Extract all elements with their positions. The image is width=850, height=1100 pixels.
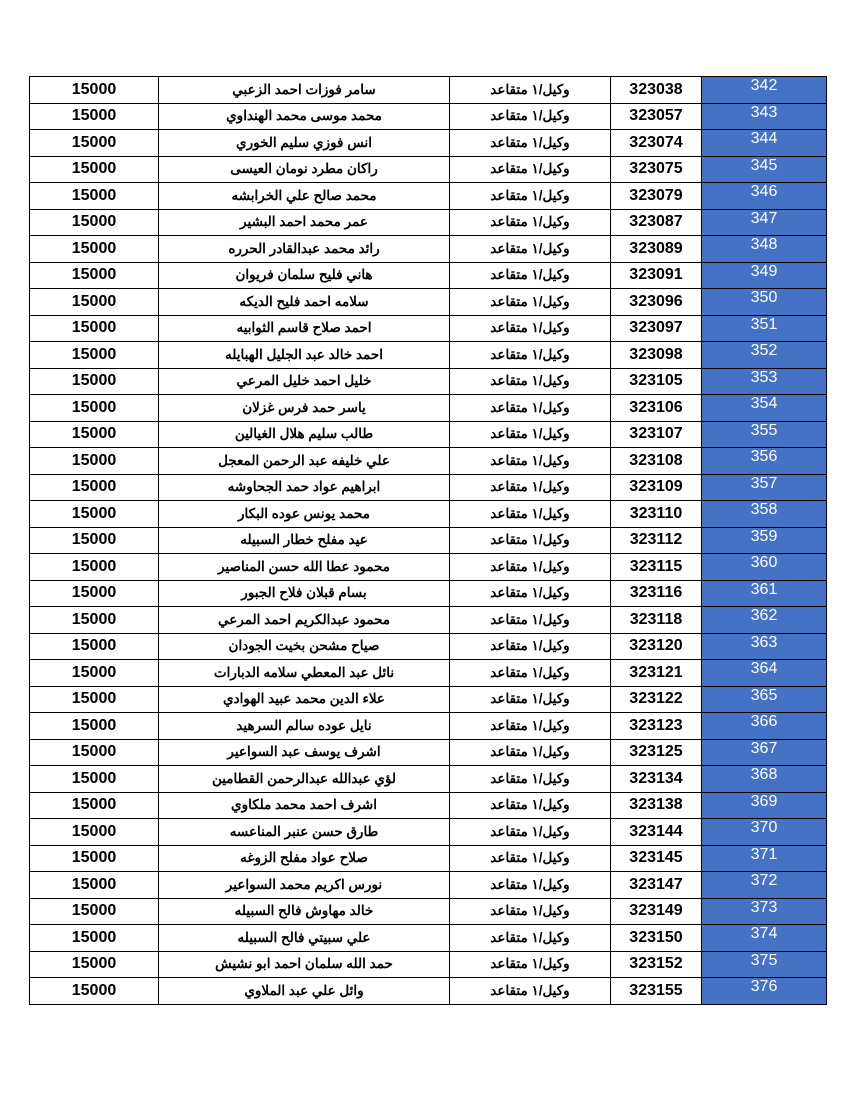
amount-cell: 15000 xyxy=(30,368,159,395)
name-cell: اشرف احمد محمد ملكاوي xyxy=(159,792,450,819)
military-id-cell: 323074 xyxy=(611,130,702,157)
serial-number-cell: 347 xyxy=(702,209,827,236)
serial-number-cell: 348 xyxy=(702,236,827,263)
military-id-cell: 323149 xyxy=(611,898,702,925)
name-cell: ابراهيم عواد حمد الجحاوشه xyxy=(159,474,450,501)
military-id-cell: 323108 xyxy=(611,448,702,475)
amount-cell: 15000 xyxy=(30,527,159,554)
rank-cell: وكيل/١ متقاعد xyxy=(450,607,611,634)
rank-cell: وكيل/١ متقاعد xyxy=(450,739,611,766)
military-id-cell: 323152 xyxy=(611,951,702,978)
serial-number-cell: 346 xyxy=(702,183,827,210)
rank-cell: وكيل/١ متقاعد xyxy=(450,262,611,289)
serial-number-cell: 364 xyxy=(702,660,827,687)
table-row xyxy=(30,103,827,130)
name-cell: صياح مشحن بخيت الجودان xyxy=(159,633,450,660)
table-row xyxy=(30,872,827,899)
rank-cell: وكيل/١ متقاعد xyxy=(450,130,611,157)
rank-cell: وكيل/١ متقاعد xyxy=(450,209,611,236)
rank-cell: وكيل/١ متقاعد xyxy=(450,501,611,528)
name-cell: عيد مفلح خطار السبيله xyxy=(159,527,450,554)
rank-cell: وكيل/١ متقاعد xyxy=(450,236,611,263)
military-id-cell: 323038 xyxy=(611,77,702,104)
amount-cell: 15000 xyxy=(30,792,159,819)
military-id-cell: 323079 xyxy=(611,183,702,210)
name-cell: طالب سليم هلال الغيالين xyxy=(159,421,450,448)
military-id-cell: 323075 xyxy=(611,156,702,183)
amount-cell: 15000 xyxy=(30,739,159,766)
table-row xyxy=(30,77,827,104)
table-row xyxy=(30,156,827,183)
amount-cell: 15000 xyxy=(30,156,159,183)
serial-number-cell: 351 xyxy=(702,315,827,342)
military-id-cell: 323098 xyxy=(611,342,702,369)
table-row xyxy=(30,315,827,342)
amount-cell: 15000 xyxy=(30,607,159,634)
military-id-cell: 323115 xyxy=(611,554,702,581)
rank-cell: وكيل/١ متقاعد xyxy=(450,395,611,422)
name-cell: محمد موسى محمد الهنداوي xyxy=(159,103,450,130)
rank-cell: وكيل/١ متقاعد xyxy=(450,342,611,369)
military-id-cell: 323112 xyxy=(611,527,702,554)
name-cell: صلاح عواد مفلح الزوغه xyxy=(159,845,450,872)
amount-cell: 15000 xyxy=(30,289,159,316)
amount-cell: 15000 xyxy=(30,766,159,793)
amount-cell: 15000 xyxy=(30,951,159,978)
retirees-table xyxy=(29,76,827,1005)
amount-cell: 15000 xyxy=(30,342,159,369)
table-row xyxy=(30,898,827,925)
serial-number-cell: 352 xyxy=(702,342,827,369)
rank-cell: وكيل/١ متقاعد xyxy=(450,77,611,104)
serial-number-cell: 368 xyxy=(702,766,827,793)
amount-cell: 15000 xyxy=(30,633,159,660)
name-cell: علي سبيتي فالح السبيله xyxy=(159,925,450,952)
serial-number-cell: 357 xyxy=(702,474,827,501)
serial-number-cell: 367 xyxy=(702,739,827,766)
amount-cell: 15000 xyxy=(30,925,159,952)
serial-number-cell: 365 xyxy=(702,686,827,713)
military-id-cell: 323144 xyxy=(611,819,702,846)
military-id-cell: 323125 xyxy=(611,739,702,766)
serial-number-cell: 362 xyxy=(702,607,827,634)
rank-cell: وكيل/١ متقاعد xyxy=(450,527,611,554)
military-id-cell: 323091 xyxy=(611,262,702,289)
amount-cell: 15000 xyxy=(30,713,159,740)
serial-number-cell: 372 xyxy=(702,872,827,899)
serial-number-cell: 345 xyxy=(702,156,827,183)
table-row xyxy=(30,978,827,1005)
serial-number-cell: 355 xyxy=(702,421,827,448)
name-cell: علي خليفه عبد الرحمن المعجل xyxy=(159,448,450,475)
military-id-cell: 323134 xyxy=(611,766,702,793)
rank-cell: وكيل/١ متقاعد xyxy=(450,633,611,660)
military-id-cell: 323106 xyxy=(611,395,702,422)
rank-cell: وكيل/١ متقاعد xyxy=(450,713,611,740)
serial-number-cell: 374 xyxy=(702,925,827,952)
amount-cell: 15000 xyxy=(30,819,159,846)
rank-cell: وكيل/١ متقاعد xyxy=(450,872,611,899)
amount-cell: 15000 xyxy=(30,686,159,713)
amount-cell: 15000 xyxy=(30,978,159,1005)
amount-cell: 15000 xyxy=(30,872,159,899)
military-id-cell: 323096 xyxy=(611,289,702,316)
military-id-cell: 323110 xyxy=(611,501,702,528)
serial-number-cell: 358 xyxy=(702,501,827,528)
military-id-cell: 323147 xyxy=(611,872,702,899)
name-cell: نائل عبد المعطي سلامه الدبارات xyxy=(159,660,450,687)
table-row xyxy=(30,660,827,687)
rank-cell: وكيل/١ متقاعد xyxy=(450,183,611,210)
table-row xyxy=(30,925,827,952)
table-row xyxy=(30,792,827,819)
military-id-cell: 323121 xyxy=(611,660,702,687)
table-row xyxy=(30,342,827,369)
amount-cell: 15000 xyxy=(30,501,159,528)
rank-cell: وكيل/١ متقاعد xyxy=(450,580,611,607)
table-row xyxy=(30,262,827,289)
name-cell: طارق حسن عنبر المناعسه xyxy=(159,819,450,846)
military-id-cell: 323116 xyxy=(611,580,702,607)
rank-cell: وكيل/١ متقاعد xyxy=(450,686,611,713)
military-id-cell: 323122 xyxy=(611,686,702,713)
amount-cell: 15000 xyxy=(30,845,159,872)
table-row xyxy=(30,580,827,607)
table-row xyxy=(30,289,827,316)
military-id-cell: 323155 xyxy=(611,978,702,1005)
rank-cell: وكيل/١ متقاعد xyxy=(450,448,611,475)
table-row xyxy=(30,686,827,713)
table-row xyxy=(30,739,827,766)
amount-cell: 15000 xyxy=(30,315,159,342)
table-row xyxy=(30,607,827,634)
table-row xyxy=(30,766,827,793)
name-cell: احمد صلاح قاسم الثوابيه xyxy=(159,315,450,342)
military-id-cell: 323120 xyxy=(611,633,702,660)
name-cell: راكان مطرد نومان العيسى xyxy=(159,156,450,183)
rank-cell: وكيل/١ متقاعد xyxy=(450,766,611,793)
rank-cell: وكيل/١ متقاعد xyxy=(450,819,611,846)
serial-number-cell: 353 xyxy=(702,368,827,395)
serial-number-cell: 376 xyxy=(702,978,827,1005)
name-cell: حمد الله سلمان احمد ابو نشيش xyxy=(159,951,450,978)
serial-number-cell: 354 xyxy=(702,395,827,422)
rank-cell: وكيل/١ متقاعد xyxy=(450,474,611,501)
table-row xyxy=(30,501,827,528)
rank-cell: وكيل/١ متقاعد xyxy=(450,315,611,342)
name-cell: لؤي عبدالله عبدالرحمن القطامين xyxy=(159,766,450,793)
name-cell: محمد يونس عوده البكار xyxy=(159,501,450,528)
name-cell: خالد مهاوش فالح السبيله xyxy=(159,898,450,925)
military-id-cell: 323150 xyxy=(611,925,702,952)
military-id-cell: 323057 xyxy=(611,103,702,130)
name-cell: علاء الدين محمد عبيد الهوادي xyxy=(159,686,450,713)
name-cell: محمود عبدالكريم احمد المرعي xyxy=(159,607,450,634)
amount-cell: 15000 xyxy=(30,262,159,289)
table-row xyxy=(30,554,827,581)
serial-number-cell: 344 xyxy=(702,130,827,157)
serial-number-cell: 370 xyxy=(702,819,827,846)
serial-number-cell: 360 xyxy=(702,554,827,581)
serial-number-cell: 356 xyxy=(702,448,827,475)
rank-cell: وكيل/١ متقاعد xyxy=(450,368,611,395)
table-row xyxy=(30,633,827,660)
name-cell: احمد خالد عبد الجليل الهبايله xyxy=(159,342,450,369)
amount-cell: 15000 xyxy=(30,474,159,501)
table-body xyxy=(30,77,827,1005)
table-row xyxy=(30,183,827,210)
name-cell: رائد محمد عبدالقادر الحرره xyxy=(159,236,450,263)
name-cell: سلامه احمد فليح الديكه xyxy=(159,289,450,316)
amount-cell: 15000 xyxy=(30,660,159,687)
military-id-cell: 323107 xyxy=(611,421,702,448)
table-row xyxy=(30,448,827,475)
serial-number-cell: 343 xyxy=(702,103,827,130)
name-cell: نايل عوده سالم السرهيد xyxy=(159,713,450,740)
rank-cell: وكيل/١ متقاعد xyxy=(450,925,611,952)
table-row xyxy=(30,845,827,872)
military-id-cell: 323118 xyxy=(611,607,702,634)
table-row xyxy=(30,713,827,740)
rank-cell: وكيل/١ متقاعد xyxy=(450,554,611,581)
rank-cell: وكيل/١ متقاعد xyxy=(450,978,611,1005)
table-row xyxy=(30,421,827,448)
serial-number-cell: 369 xyxy=(702,792,827,819)
name-cell: خليل احمد خليل المرعي xyxy=(159,368,450,395)
serial-number-cell: 375 xyxy=(702,951,827,978)
amount-cell: 15000 xyxy=(30,103,159,130)
name-cell: هاني فليح سلمان فريوان xyxy=(159,262,450,289)
rank-cell: وكيل/١ متقاعد xyxy=(450,845,611,872)
name-cell: بسام قبلان فلاح الجبور xyxy=(159,580,450,607)
table-row xyxy=(30,819,827,846)
name-cell: محمود عطا الله حسن المناصير xyxy=(159,554,450,581)
rank-cell: وكيل/١ متقاعد xyxy=(450,103,611,130)
serial-number-cell: 342 xyxy=(702,77,827,104)
name-cell: وائل علي عبد الملاوي xyxy=(159,978,450,1005)
military-id-cell: 323089 xyxy=(611,236,702,263)
rank-cell: وكيل/١ متقاعد xyxy=(450,898,611,925)
name-cell: ياسر حمد فرس غزلان xyxy=(159,395,450,422)
table-row xyxy=(30,236,827,263)
serial-number-cell: 363 xyxy=(702,633,827,660)
table-row xyxy=(30,368,827,395)
amount-cell: 15000 xyxy=(30,580,159,607)
serial-number-cell: 361 xyxy=(702,580,827,607)
military-id-cell: 323109 xyxy=(611,474,702,501)
amount-cell: 15000 xyxy=(30,421,159,448)
amount-cell: 15000 xyxy=(30,183,159,210)
rank-cell: وكيل/١ متقاعد xyxy=(450,421,611,448)
table-row xyxy=(30,951,827,978)
amount-cell: 15000 xyxy=(30,130,159,157)
amount-cell: 15000 xyxy=(30,209,159,236)
amount-cell: 15000 xyxy=(30,395,159,422)
table-row xyxy=(30,130,827,157)
amount-cell: 15000 xyxy=(30,236,159,263)
military-id-cell: 323087 xyxy=(611,209,702,236)
amount-cell: 15000 xyxy=(30,554,159,581)
military-id-cell: 323145 xyxy=(611,845,702,872)
rank-cell: وكيل/١ متقاعد xyxy=(450,289,611,316)
name-cell: نورس اكريم محمد السواعير xyxy=(159,872,450,899)
amount-cell: 15000 xyxy=(30,448,159,475)
serial-number-cell: 371 xyxy=(702,845,827,872)
rank-cell: وكيل/١ متقاعد xyxy=(450,951,611,978)
table-row xyxy=(30,527,827,554)
name-cell: انس فوزي سليم الخوري xyxy=(159,130,450,157)
military-id-cell: 323123 xyxy=(611,713,702,740)
military-id-cell: 323097 xyxy=(611,315,702,342)
name-cell: اشرف يوسف عبد السواعير xyxy=(159,739,450,766)
military-id-cell: 323105 xyxy=(611,368,702,395)
serial-number-cell: 366 xyxy=(702,713,827,740)
rank-cell: وكيل/١ متقاعد xyxy=(450,660,611,687)
table-row xyxy=(30,209,827,236)
amount-cell: 15000 xyxy=(30,77,159,104)
rank-cell: وكيل/١ متقاعد xyxy=(450,792,611,819)
military-id-cell: 323138 xyxy=(611,792,702,819)
serial-number-cell: 373 xyxy=(702,898,827,925)
serial-number-cell: 359 xyxy=(702,527,827,554)
table-row xyxy=(30,395,827,422)
serial-number-cell: 349 xyxy=(702,262,827,289)
rank-cell: وكيل/١ متقاعد xyxy=(450,156,611,183)
name-cell: سامر فوزات احمد الزعبي xyxy=(159,77,450,104)
amount-cell: 15000 xyxy=(30,898,159,925)
name-cell: محمد صالح علي الخرابشه xyxy=(159,183,450,210)
name-cell: عمر محمد احمد البشير xyxy=(159,209,450,236)
serial-number-cell: 350 xyxy=(702,289,827,316)
table-row xyxy=(30,474,827,501)
